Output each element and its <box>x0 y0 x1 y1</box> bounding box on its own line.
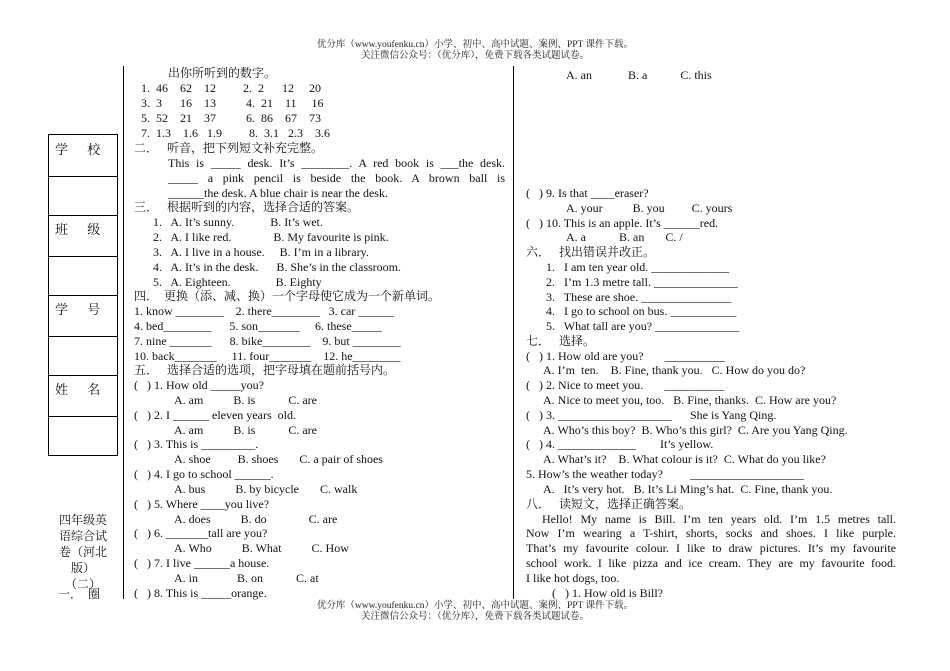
listening-item: 1. A. It’s sunny. B. It’s wet. <box>153 215 323 229</box>
footer-line-2: 关注微信公众号：（优分库），免费下载各类试题试卷。 <box>360 612 589 622</box>
listening-item: 3. A. I live in a house. B. I’m in a library. <box>153 245 369 259</box>
question: ( ) 6. _______tall are you? <box>134 526 268 540</box>
question: 5. How’s the weather today? ___________________ <box>526 467 804 481</box>
error-item: 4. I go to school on bus. ___________ <box>546 304 737 318</box>
section-eight-heading: 八． 读短文，选择正确答案。 <box>526 497 692 511</box>
page-footer <box>0 601 950 623</box>
section-one-heading: 一． 圈 <box>58 587 101 601</box>
listening-item: 4. A. It’s in the desk. B. She’s in the classroom. <box>153 260 401 274</box>
exam-title-line: 语综合试 <box>58 529 107 543</box>
options: A. a B. an C. / <box>566 230 683 244</box>
question: ( ) 2. Nice to meet you. __________ <box>526 378 725 392</box>
options: A. Who’s this boy? B. Who’s this girl? C. Are you Yang Qing. <box>543 423 848 437</box>
options: A. Who B. What C. How <box>174 541 349 555</box>
number-row: 3. 3 16 13 4. 21 11 16 <box>141 96 324 110</box>
question: ( ) 1. How old is Bill? <box>552 586 663 600</box>
header-line-1: 优分库（www.youfenku.cn）小学、初中、高中试题、案例、PPT 课件下载。 <box>316 40 634 50</box>
options: A. I’m ten. B. Fine, thank you. C. How do you do? <box>543 363 806 377</box>
word-change-row: 1. know ________ 2. there________ 3. car ______ <box>134 304 395 318</box>
student-number-label: 学 号 <box>55 302 109 317</box>
options: A. your B. you C. yours <box>566 201 733 215</box>
reading-passage-line: Now I’m wearing a T-shirt, shorts, socks and shoes. I like purple. <box>526 526 896 540</box>
question: ( ) 2. I ______ eleven years old. <box>134 408 296 422</box>
options: A. What’s it? B. What colour is it? C. What do you like? <box>543 452 826 466</box>
question: ( ) 8. This is _____orange. <box>134 586 267 600</box>
exam-title-line: 四年级英 <box>58 513 107 527</box>
word-change-row: 10. back_______ 11. four_______ 12. he________ <box>134 349 401 363</box>
section-one-continued: 出你所听到的数字。 <box>168 66 277 80</box>
section-three-heading: 三． 根据听到的内容，选择合适的答案。 <box>134 200 360 214</box>
section-six-heading: 六． 找出错误并改正。 <box>526 245 656 259</box>
column-divider-left <box>123 66 124 599</box>
exam-title-line: （二） <box>64 577 101 591</box>
error-item: 1. I am ten year old. _____________ <box>546 260 730 274</box>
reading-passage-line: That’s my favourite colour. I like to draw pictures. It’s my favourite <box>526 541 896 555</box>
table-row-divider <box>49 336 117 337</box>
options: A. Nice to meet you, too. B. Fine, thanks. C. How are you? <box>543 393 837 407</box>
table-row-divider <box>49 256 117 257</box>
section-five-heading: 五． 选择合适的选项，把字母填在题前括号内。 <box>134 363 396 377</box>
question: ( ) 4. _____________ It’s yellow. <box>526 437 714 451</box>
options: A. am B. is C. are <box>174 393 317 407</box>
passage-line: _____ a pink pencil is beside the book. A brown ball is <box>168 171 505 185</box>
listening-item: 2. A. I like red. B. My favourite is pink. <box>153 230 389 244</box>
options: A. shoe B. shoes C. a pair of shoes <box>174 452 383 466</box>
footer-line-1: 优分库（www.youfenku.cn）小学、初中、高中试题、案例、PPT 课件下载。 <box>316 601 634 611</box>
question: ( ) 4. I go to school ______. <box>134 467 274 481</box>
table-row-divider <box>49 375 117 376</box>
number-row: 7. 1.3 1.6 1.9 8. 3.1 2.3 3.6 <box>141 126 330 140</box>
word-change-row: 4. bed________ 5. son_______ 6. these_____ <box>134 319 382 333</box>
options: A. an B. a C. this <box>566 68 712 82</box>
table-row-divider <box>49 215 117 216</box>
question: ( ) 3. This is _________. <box>134 437 259 451</box>
section-seven-heading: 七． 选择。 <box>526 334 596 348</box>
passage-line: This is _____ desk. It’s ________. A red book is ___the desk. <box>168 156 505 170</box>
question: ( ) 1. How old _____you? <box>134 378 264 392</box>
column-divider-middle <box>513 66 514 599</box>
passage-line: ______the desk. A blue chair is near the desk. <box>168 186 388 200</box>
exam-title-line: 卷（河北 <box>58 545 107 559</box>
section-two-heading: 二． 听音，把下列短文补充完整。 <box>134 141 324 155</box>
reading-passage-line: I like hot dogs, too. <box>526 571 620 585</box>
number-row: 1. 46 62 12 2. 2 12 20 <box>141 81 321 95</box>
page-header <box>0 40 950 62</box>
school-label: 学 校 <box>55 142 109 157</box>
options: A. in B. on C. at <box>174 571 319 585</box>
error-item: 3. These are shoe. _______________ <box>546 290 732 304</box>
table-row-divider <box>49 176 117 177</box>
exam-title-line: 版） <box>70 561 95 575</box>
options: A. does B. do C. are <box>174 512 338 526</box>
options: A. bus B. by bicycle C. walk <box>174 482 358 496</box>
question: ( ) 5. Where ____you live? <box>134 497 270 511</box>
name-label: 姓 名 <box>55 382 109 397</box>
student-info-table <box>48 134 118 456</box>
question: ( ) 7. I live ______a house. <box>134 556 270 570</box>
table-row-divider <box>49 416 117 417</box>
word-change-row: 7. nine _______ 8. bike________ 9. but ________ <box>134 334 401 348</box>
error-item: 5. What tall are you? ______________ <box>546 319 740 333</box>
reading-passage-line: Hello! My name is Bill. I’m ten years old. I’m 1.5 metres tall. <box>542 512 896 526</box>
question: ( ) 1. How old are you? __________ <box>526 349 725 363</box>
error-item: 2. I’m 1.3 metre tall. ______________ <box>546 275 738 289</box>
question: ( ) 10. This is an apple. It’s ______red. <box>526 216 719 230</box>
header-line-2: 关注微信公众号：（优分库），免费下载各类试题试卷。 <box>360 51 589 61</box>
question: ( ) 3. ___________________ She is Yang Qing. <box>526 408 777 422</box>
number-row: 5. 52 21 37 6. 86 67 73 <box>141 111 321 125</box>
listening-item: 5. A. Eighteen. B. Eighty <box>153 275 322 289</box>
options: A. am B. is C. are <box>174 423 317 437</box>
table-row-divider <box>49 295 117 296</box>
reading-passage-line: school work. I like pizza and ice cream. They are my favourite food. <box>526 556 896 570</box>
options: A. It’s very hot. B. It’s Li Ming’s hat. C. Fine, thank you. <box>543 482 833 496</box>
question: ( ) 9. Is that ____eraser? <box>526 186 649 200</box>
exam-title <box>52 512 114 592</box>
class-label: 班 级 <box>55 222 109 237</box>
section-four-heading: 四． 更换（添、减、换）一个字母使它成为一个新单词。 <box>134 289 441 303</box>
